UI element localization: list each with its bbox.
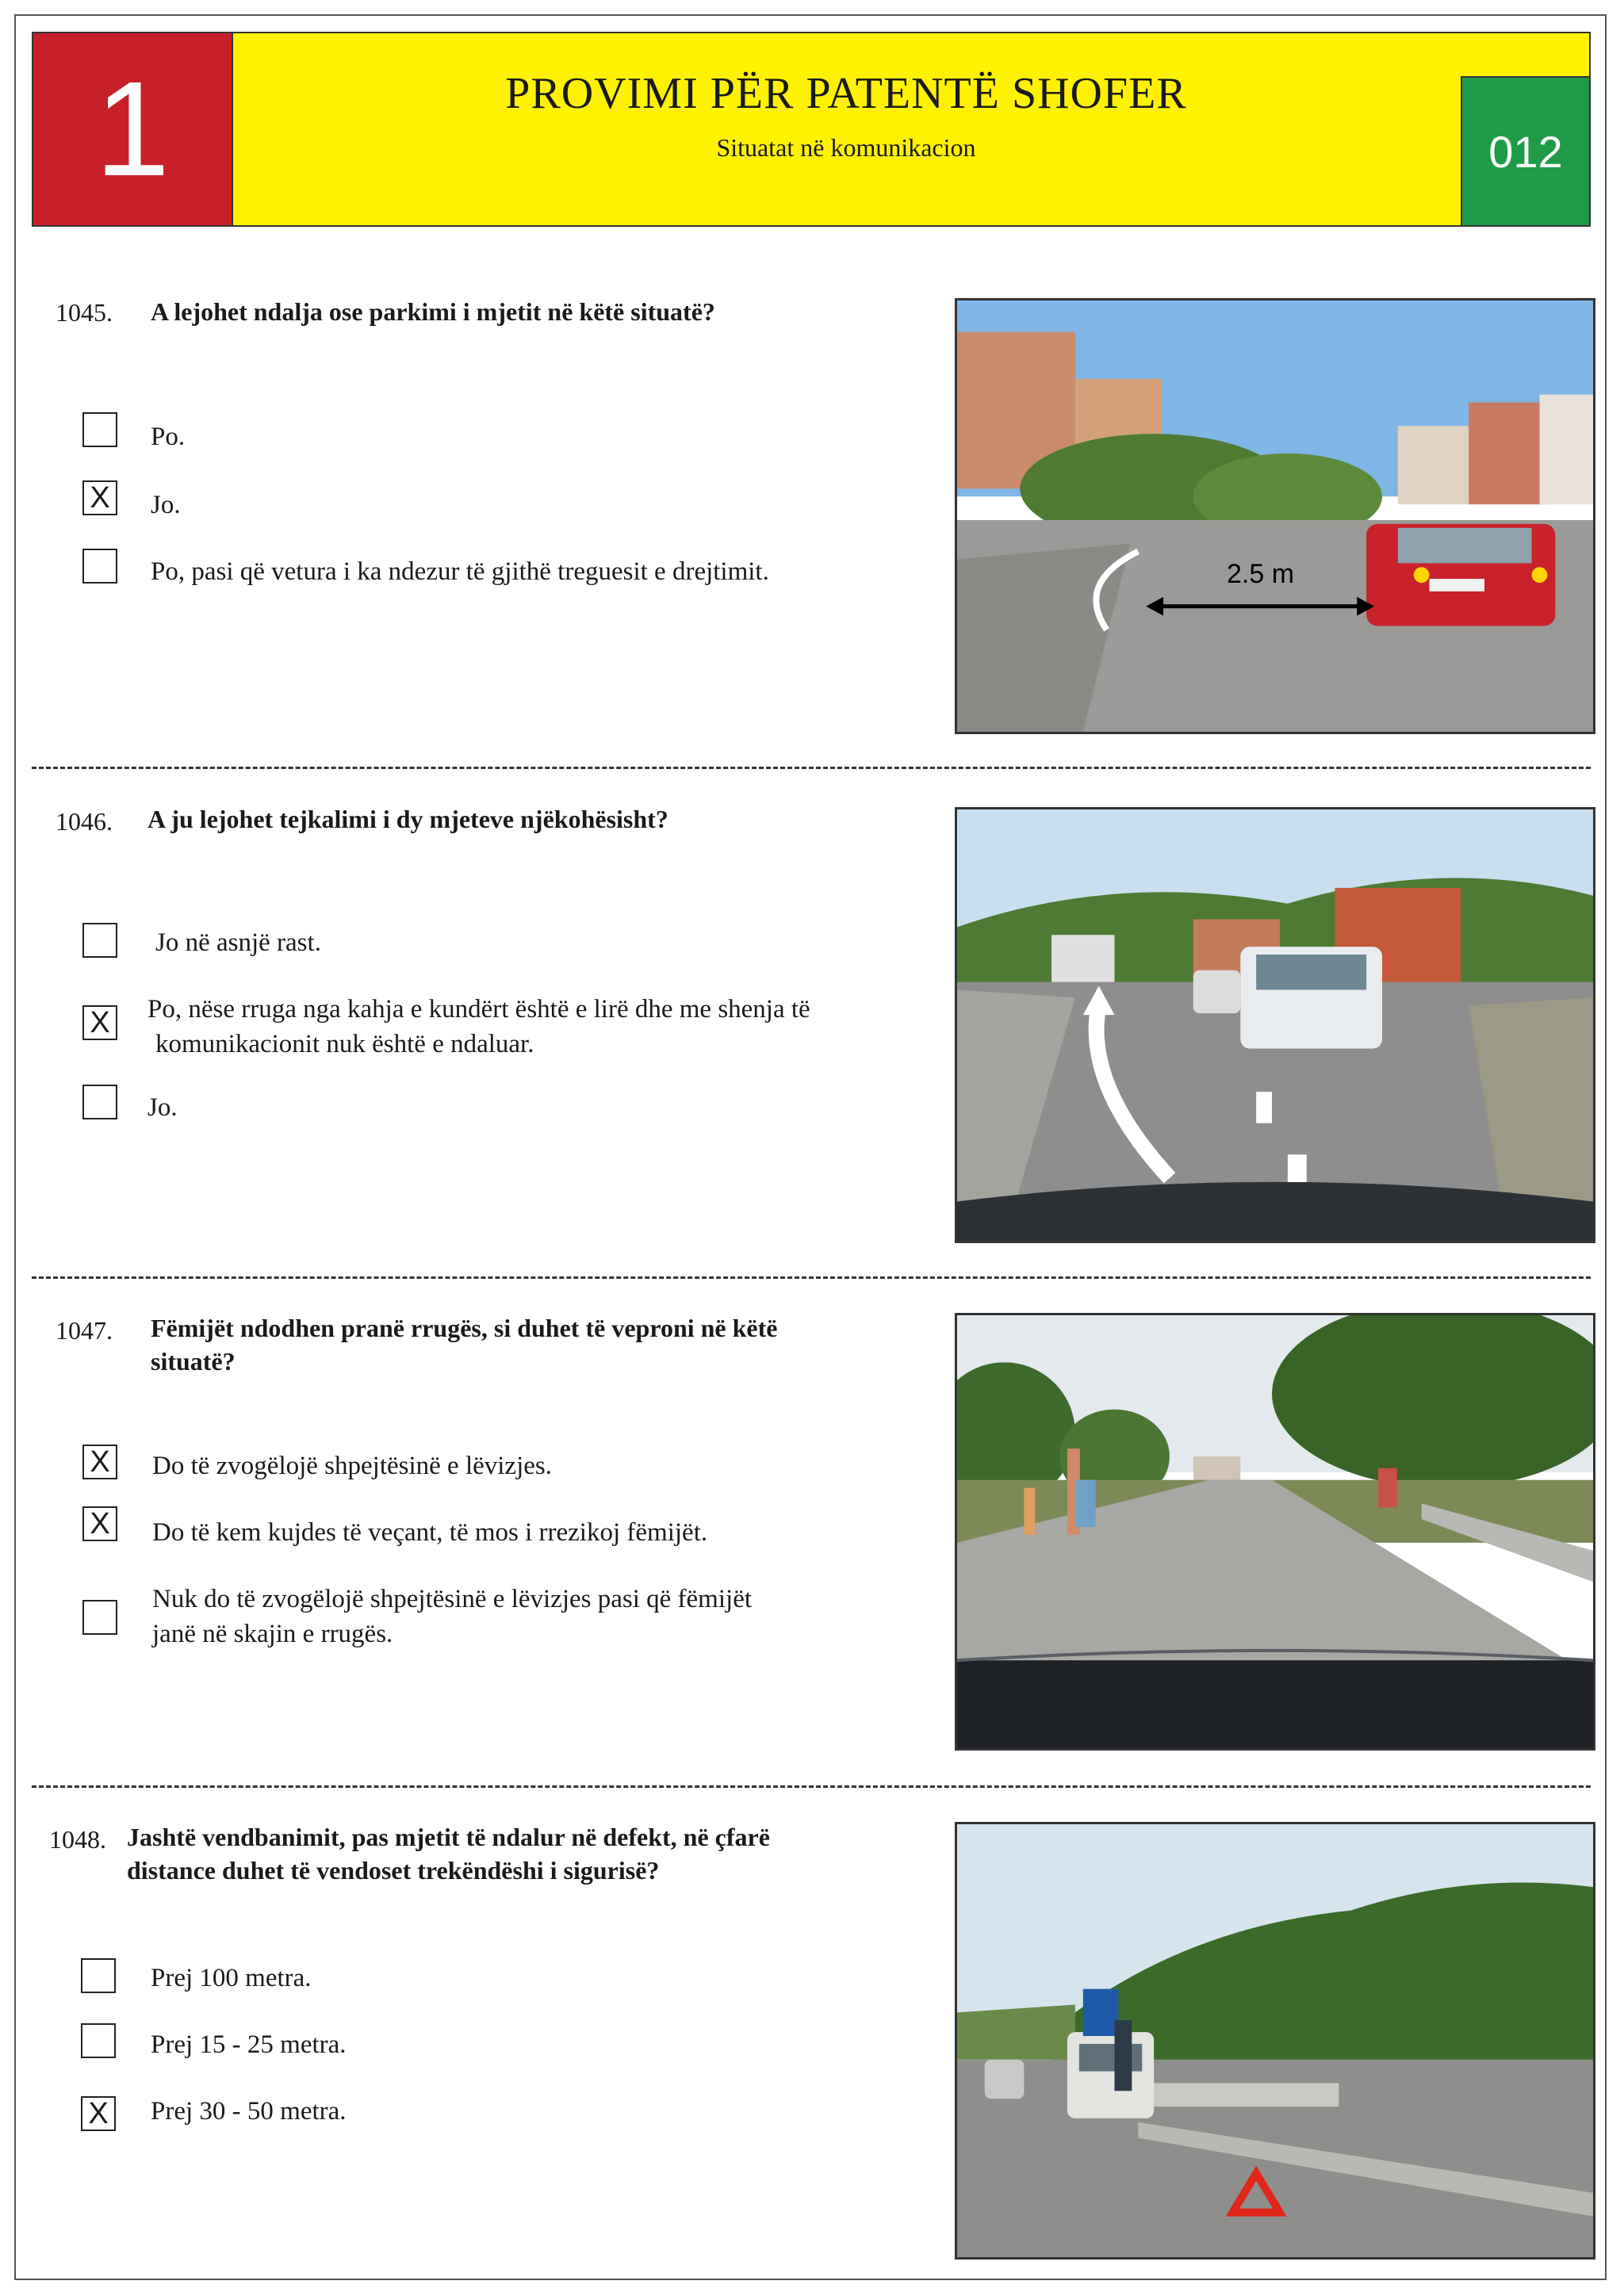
question-text: A lejohet ndalja ose parkimi i mjetit në këtë situatë? [151,297,715,326]
sheet-number: 1 [33,33,233,225]
answer-checkbox[interactable] [82,1600,117,1635]
section-divider [32,1276,1591,1279]
header-banner [32,32,1591,227]
page-subtitle: Situatat në komunikacion [716,133,976,162]
answer-checkbox[interactable] [82,1085,117,1119]
answer-checkbox[interactable] [81,2023,116,2058]
answer-label: Po, nëse rruga nga kahja e kundërt është e lirë dhe me shenja të [147,995,810,1024]
answer-label: Po. [151,423,186,451]
question-number: 1047. [56,1316,113,1345]
answer-label: Po, pasi që vetura i ka ndezur të gjithë treguesit e drejtimit. [151,557,769,586]
question-text-continued: situatë? [151,1347,236,1376]
question-text-continued: distance duhet të vendoset trekëndëshi i sigurisë? [127,1856,660,1885]
answer-label: Prej 100 metra. [151,1964,312,1992]
distance-label: 2.5 m [1227,559,1295,589]
answer-label: Jo në asnjë rast. [155,928,321,957]
answer-checkbox[interactable]: X [82,480,117,515]
question-number: 1045. [56,298,113,327]
photo-warning-triangle [955,1822,1595,2260]
section-divider [32,1785,1591,1788]
section-divider [32,767,1591,769]
answer-checkbox[interactable] [81,1958,116,1993]
answer-checkbox[interactable] [82,412,117,447]
answer-label: Jo. [151,491,181,519]
answer-label: Prej 30 - 50 metra. [151,2097,347,2126]
answer-label: Nuk do të zvogëlojë shpejtësinë e lëvizjes pasi që fëmijët [152,1585,753,1613]
page-title: PROVIMI PËR PATENTË SHOFER [505,69,1187,118]
answer-label: Do të zvogëlojë shpejtësinë e lëvizjes. [152,1452,552,1480]
answer-label: Prej 15 - 25 metra. [151,2030,347,2059]
question-number: 1048. [49,1825,106,1854]
scene-children-roadside [957,1315,1593,1748]
answer-checkbox[interactable]: X [82,1506,117,1541]
answer-checkbox[interactable] [82,923,117,958]
scene-parked-car [957,300,1593,732]
question-text: Jashtë vendbanimit, pas mjetit të ndalur në defekt, në çfarë [127,1823,770,1851]
photo-overtaking [955,807,1595,1243]
answer-checkbox[interactable]: X [81,2096,116,2131]
answer-label-continued: janë në skajin e rrugës. [152,1620,393,1648]
answer-label: Do të kem kujdes të veçant, të mos i rrezikoj fëmijët. [152,1518,708,1547]
answer-checkbox[interactable]: X [82,1445,117,1479]
photo-parked-car [955,298,1595,734]
scene-warning-triangle [957,1824,1593,2257]
answer-checkbox[interactable]: X [82,1005,117,1040]
photo-children-roadside [955,1313,1595,1751]
question-text: A ju lejohet tejkalimi i dy mjeteve njëkohësisht? [147,805,668,833]
scene-overtaking [957,809,1593,1241]
answer-label-continued: komunikacionit nuk është e ndaluar. [155,1030,534,1058]
test-code: 012 [1461,76,1589,225]
question-text: Fëmijët ndodhen pranë rrugës, si duhet të veproni në këtë [151,1314,778,1342]
answer-checkbox[interactable] [82,549,117,584]
answer-label: Jo. [147,1093,178,1122]
question-number: 1046. [56,807,113,836]
